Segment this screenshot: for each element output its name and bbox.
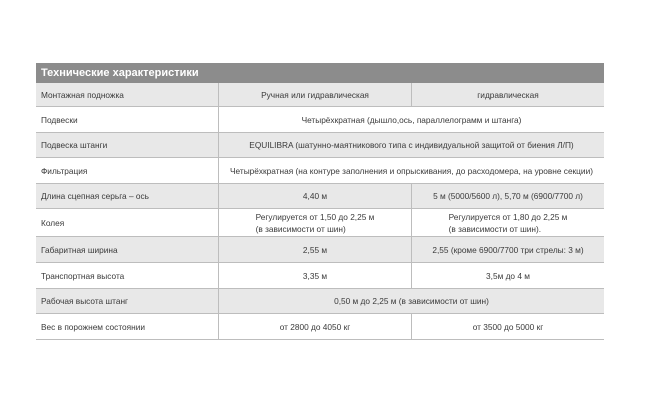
value-manual-model bbox=[219, 209, 412, 236]
value-hydraulic-model: 2,55 (кроме 6900/7700 три стрелы: 3 м) bbox=[412, 237, 604, 262]
row-label: Длина сцепная серьга – ось bbox=[36, 184, 219, 208]
value-manual-model: 3,35 м bbox=[219, 263, 412, 288]
table-row bbox=[36, 314, 604, 340]
value-manual-model: Ручная или гидравлическая bbox=[219, 83, 412, 106]
table-row bbox=[36, 107, 604, 133]
row-label: Транспортная высота bbox=[36, 263, 219, 288]
value-merged: EQUILIBRA (шатунно-маятникового типа с индивидуальной защитой от биения Л/П) bbox=[219, 133, 604, 157]
value-hydraulic-model: 3,5м до 4 м bbox=[412, 263, 604, 288]
value-merged: 0,50 м до 2,25 м (в зависимости от шин) bbox=[219, 289, 604, 313]
row-label: Подвески bbox=[36, 107, 219, 132]
row-label: Рабочая высота штанг bbox=[36, 289, 219, 313]
row-label: Подвеска штанги bbox=[36, 133, 219, 157]
table-row bbox=[36, 133, 604, 158]
table-row bbox=[36, 209, 604, 237]
table-title: Технические характеристики bbox=[36, 63, 604, 83]
row-label: Колея bbox=[36, 209, 219, 236]
row-label: Монтажная подножка bbox=[36, 83, 219, 106]
value-line: Регулируется от 1,80 до 2,25 м bbox=[448, 211, 568, 222]
value-manual-model: 2,55 м bbox=[219, 237, 412, 262]
value-manual-model: 4,40 м bbox=[219, 184, 412, 208]
row-label: Вес в порожнем состоянии bbox=[36, 314, 219, 339]
row-label: Габаритная ширина bbox=[36, 237, 219, 262]
table-row bbox=[36, 289, 604, 314]
value-line: Регулируется от 1,50 до 2,25 м bbox=[255, 211, 375, 222]
value-manual-model: от 2800 до 4050 кг bbox=[219, 314, 412, 339]
row-label: Фильтрация bbox=[36, 158, 219, 183]
value-line: (в зависимости от шин) bbox=[255, 223, 346, 234]
specifications-table bbox=[36, 63, 604, 340]
value-hydraulic-model: от 3500 до 5000 кг bbox=[412, 314, 604, 339]
value-hydraulic-model: гидравлическая bbox=[412, 83, 604, 106]
value-merged: Четырёхкратная (дышло,ось, параллелограмм и штанга) bbox=[219, 107, 604, 132]
value-merged: Четырёхкратная (на контуре заполнения и опрыскивания, до расходомера, на уровне секции) bbox=[219, 158, 604, 183]
table-row bbox=[36, 158, 604, 184]
value-line: (в зависимости от шин). bbox=[448, 223, 542, 234]
table-row bbox=[36, 263, 604, 289]
value-hydraulic-model bbox=[412, 209, 604, 236]
value-hydraulic-model: 5 м (5000/5600 л), 5,70 м (6900/7700 л) bbox=[412, 184, 604, 208]
table-row bbox=[36, 184, 604, 209]
table-row bbox=[36, 237, 604, 263]
table-row bbox=[36, 83, 604, 107]
